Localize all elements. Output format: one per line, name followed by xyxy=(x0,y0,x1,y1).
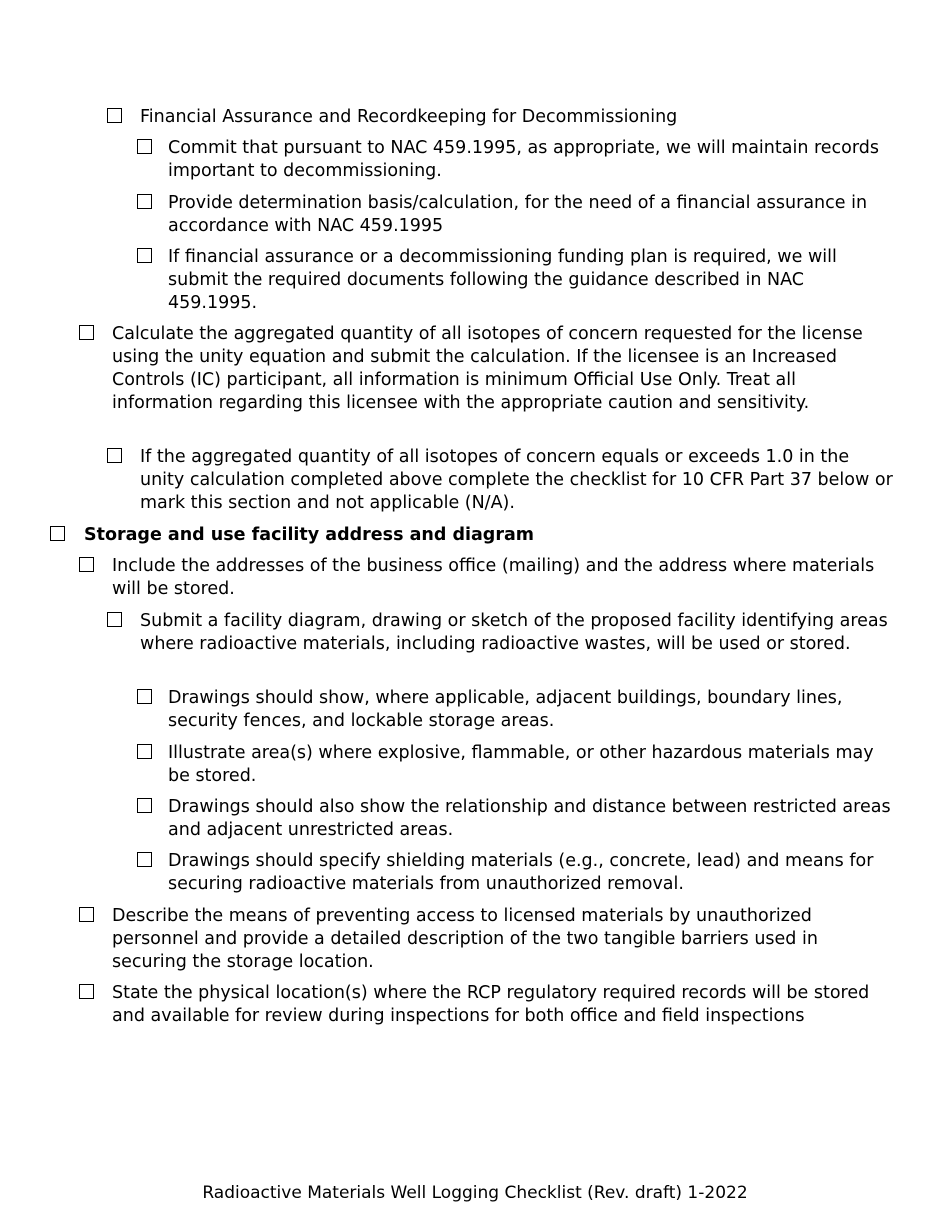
item-text: Commit that pursuant to NAC 459.1995, as appropriate, we will maintain records important to decommissioning. xyxy=(168,138,879,181)
checkbox[interactable] xyxy=(137,248,152,263)
checkbox[interactable] xyxy=(79,907,94,922)
item-text: Illustrate area(s) where explosive, flammable, or other hazardous materials may be stored. xyxy=(168,743,874,786)
checkbox[interactable] xyxy=(79,557,94,572)
checkbox[interactable] xyxy=(79,325,94,340)
page-footer: Radioactive Materials Well Logging Checklist (Rev. draft) 1-2022 xyxy=(202,1183,748,1203)
checkbox[interactable] xyxy=(137,689,152,704)
checklist-item-hazardous-areas xyxy=(168,742,894,788)
checklist-item-financial-assurance xyxy=(140,106,894,129)
checklist-item-aggregated-quantity xyxy=(112,323,894,415)
section-heading-text: Storage and use facility address and diagram xyxy=(84,525,535,545)
checklist-item-part-37 xyxy=(140,446,894,515)
checklist-item-addresses xyxy=(112,555,894,601)
item-text: If financial assurance or a decommissioning funding plan is required, we will submit the required documents following the guidance described in NAC 459.1995. xyxy=(168,247,837,313)
checklist-item-shielding xyxy=(168,850,894,896)
checkbox[interactable] xyxy=(107,448,122,463)
checkbox[interactable] xyxy=(137,194,152,209)
item-text: Financial Assurance and Recordkeeping for Decommissioning xyxy=(140,107,678,127)
checklist-item-records-location xyxy=(112,982,894,1028)
item-text: Drawings should show, where applicable, adjacent buildings, boundary lines, security fences, and lockable storage areas. xyxy=(168,688,843,731)
checklist-item-facility-diagram xyxy=(140,610,894,656)
checkbox[interactable] xyxy=(50,526,65,541)
checklist-item-restricted-areas xyxy=(168,796,894,842)
item-text: State the physical location(s) where the RCP regulatory required records will be stored and available for review during inspections for both office and field inspections xyxy=(112,983,870,1026)
checklist-item-access-prevention xyxy=(112,905,894,974)
checkbox[interactable] xyxy=(137,744,152,759)
checklist-item-drawings-buildings xyxy=(168,687,894,733)
item-text: Drawings should also show the relationship and distance between restricted areas and adjacent unrestricted areas. xyxy=(168,797,891,840)
item-text: If the aggregated quantity of all isotopes of concern equals or exceeds 1.0 in the unity calculation completed above complete the checklist for 10 CFR Part 37 below or mark this section and not applicable (N/A). xyxy=(140,447,893,513)
checkbox[interactable] xyxy=(137,798,152,813)
item-text: Include the addresses of the business office (mailing) and the address where materials will be stored. xyxy=(112,556,875,599)
section-heading-storage-facility xyxy=(84,524,894,547)
checkbox[interactable] xyxy=(107,612,122,627)
checklist-item-funding-plan xyxy=(168,246,894,315)
checkbox[interactable] xyxy=(137,139,152,154)
checkbox[interactable] xyxy=(79,984,94,999)
checklist-item-commit-records xyxy=(168,137,894,183)
item-text: Calculate the aggregated quantity of all isotopes of concern requested for the license using the unity equation and submit the calculation. If the licensee is an Increased Controls (IC) participant, all information is minimum Official Use Only. Treat all information regarding this licensee with the appropriate caution and sensitivity. xyxy=(112,324,863,413)
item-text: Submit a facility diagram, drawing or sketch of the proposed facility identifying areas where radioactive materials, including radioactive wastes, will be used or stored. xyxy=(140,611,888,654)
checkbox[interactable] xyxy=(137,852,152,867)
checklist-item-determination-basis xyxy=(168,192,894,238)
item-text: Provide determination basis/calculation, for the need of a financial assurance in accordance with NAC 459.1995 xyxy=(168,193,868,236)
item-text: Describe the means of preventing access to licensed materials by unauthorized personnel and provide a detailed description of the two tangible barriers used in securing the storage location. xyxy=(112,906,818,972)
item-text: Drawings should specify shielding materials (e.g., concrete, lead) and means for securing radioactive materials from unauthorized removal. xyxy=(168,851,874,894)
checkbox[interactable] xyxy=(107,108,122,123)
